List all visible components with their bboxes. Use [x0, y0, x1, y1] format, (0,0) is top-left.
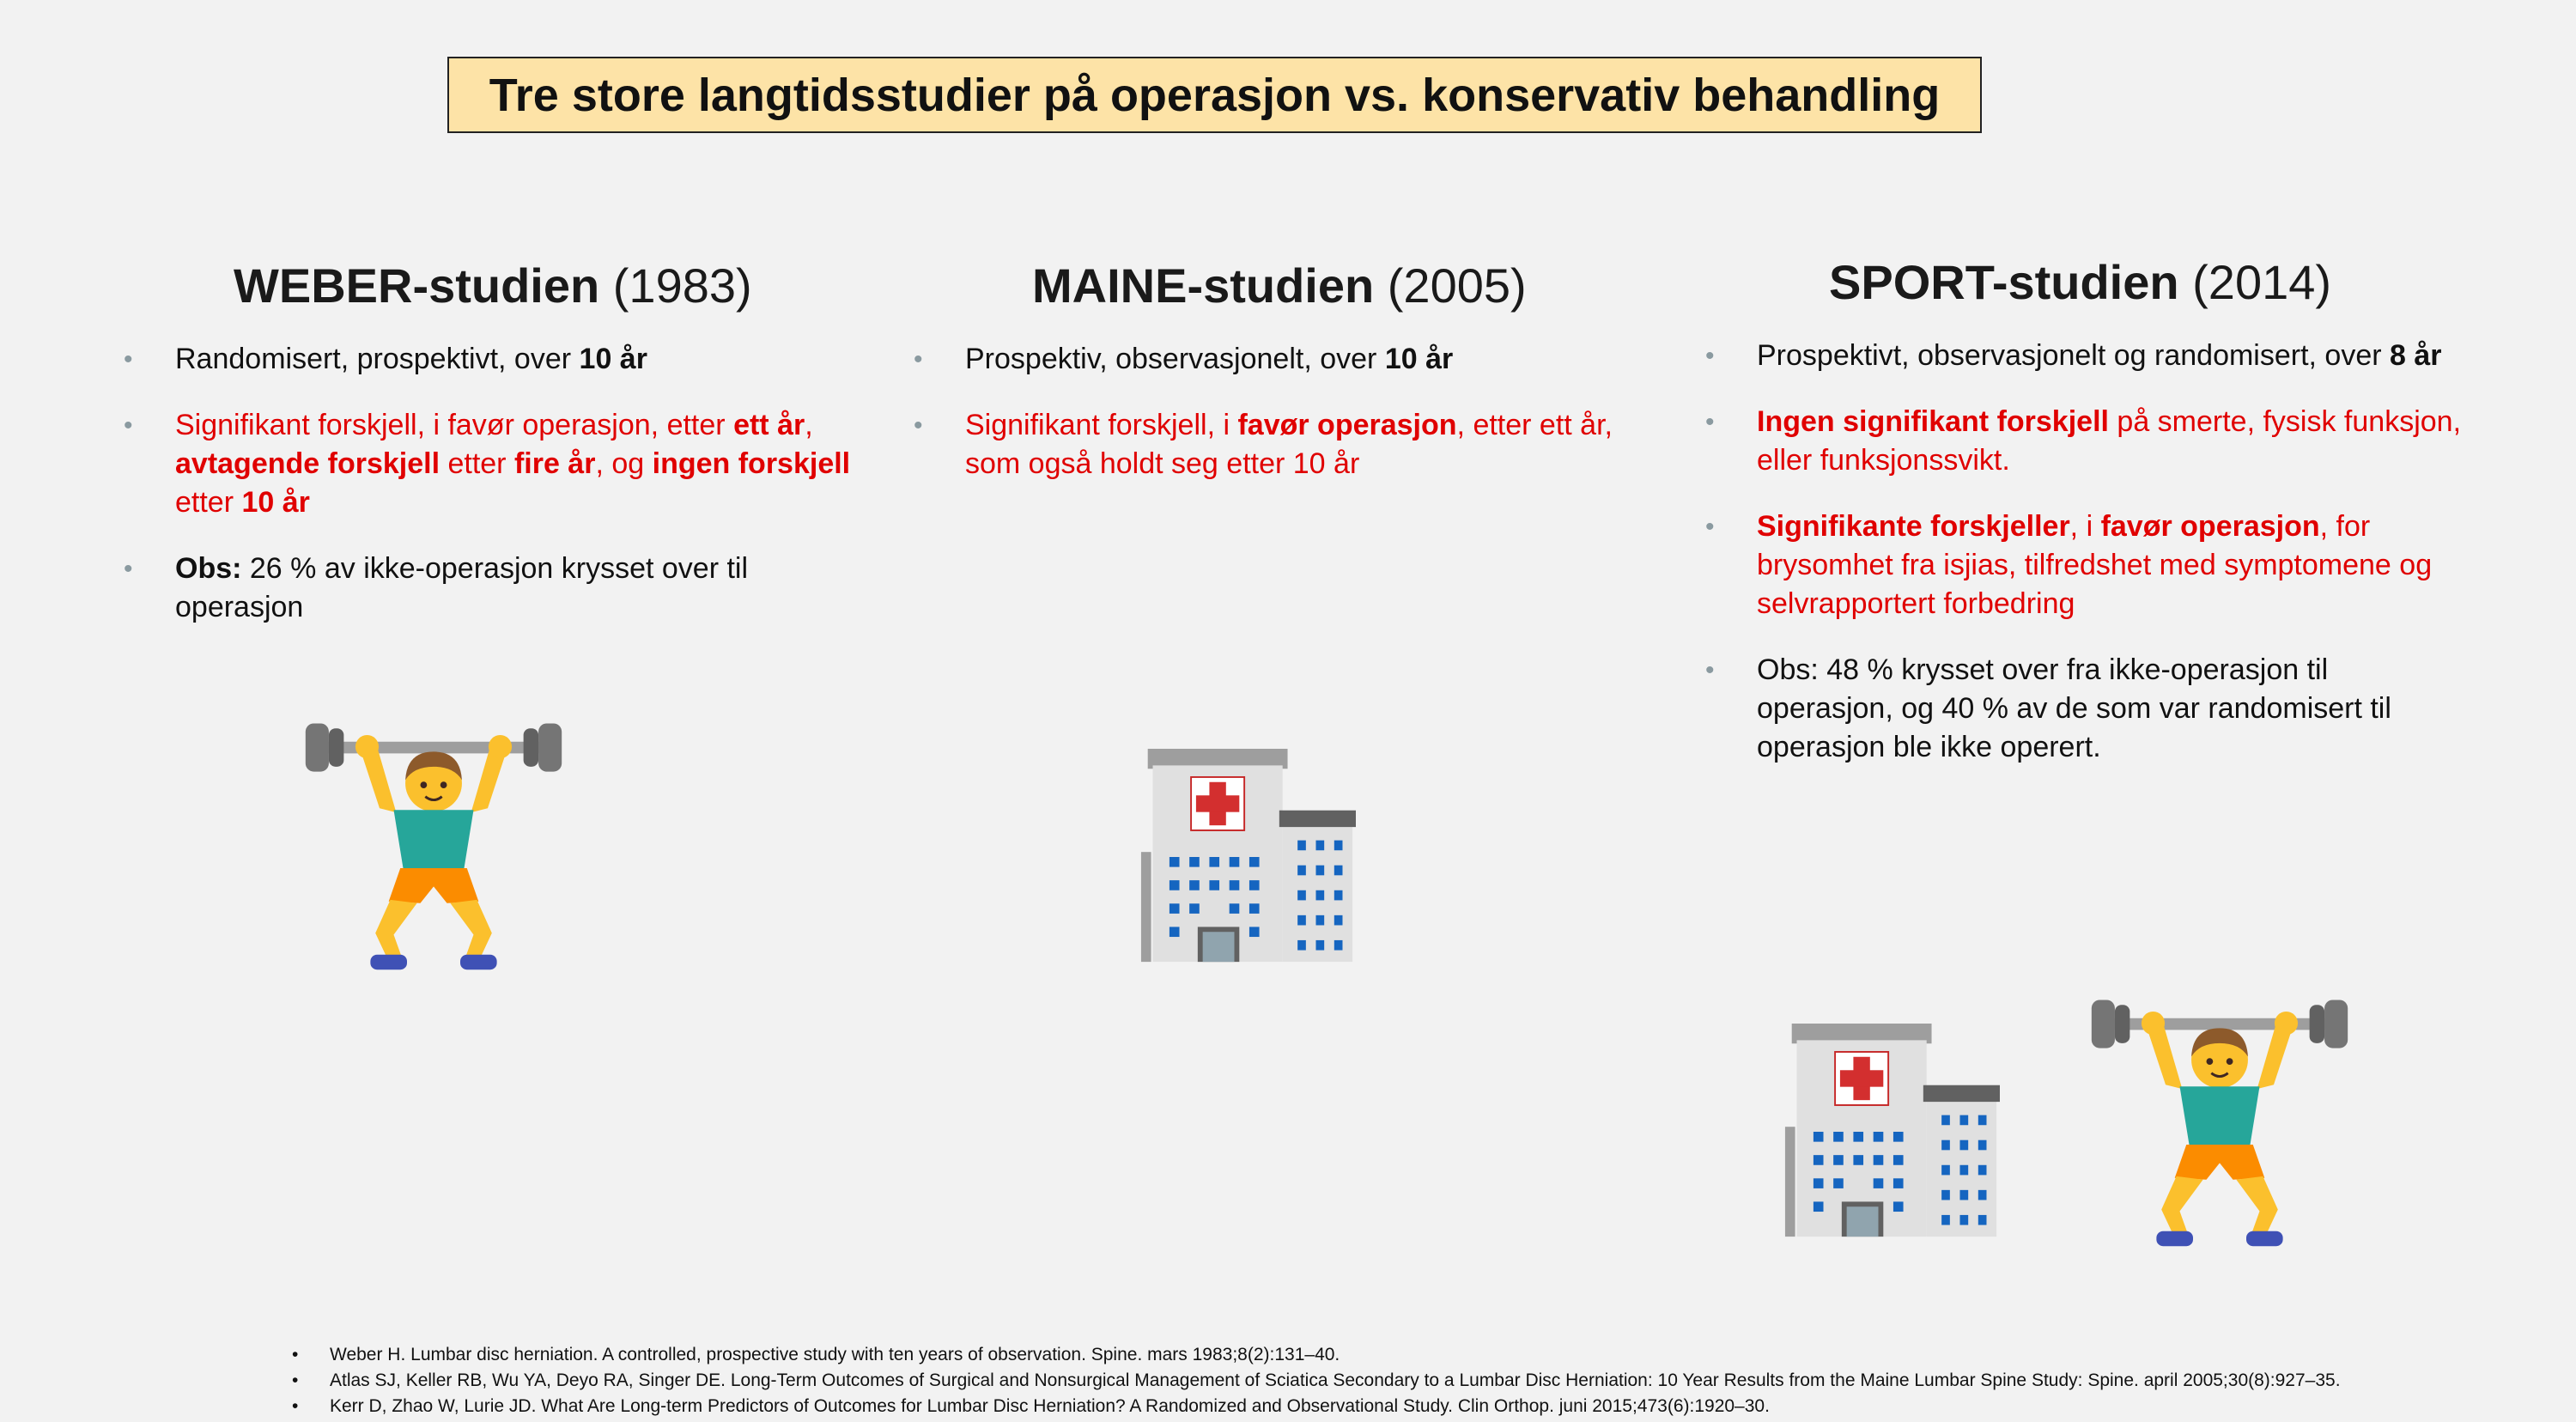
weber-point-1: • Randomisert, prospektivt, over 10 år [124, 340, 862, 379]
maine-year: (2005) [1387, 258, 1527, 313]
weber-point-3: • Obs: 26 % av ikke-operasjon krysset over til operasjon [124, 550, 862, 627]
hospital-icon [1783, 1024, 2001, 1240]
hospital-icon [1139, 749, 1357, 965]
sport-year: (2014) [2192, 255, 2332, 309]
slide-title: Tre store langtidsstudier på operasjon vs. konservativ behandling [447, 57, 1982, 133]
maine-point-2: • Signifikant forskjell, i favør operasjon, etter ett år, som også holdt seg etter 10 år [914, 406, 1652, 483]
reference-item: • Weber H. Lumbar disc herniation. A controlled, prospective study with ten years of observation. Spine. mars 1983;8(2):131–40. [290, 1342, 2341, 1368]
weber-name: WEBER-studien [234, 258, 600, 313]
weber-point-2: • Signifikant forskjell, i favør operasjon, etter ett år, avtagende forskjell etter fire år, og ingen forskjell etter 10 år [124, 406, 862, 522]
maine-heading [1032, 258, 1527, 313]
weightlifter-icon [301, 706, 567, 977]
sport-point-4: • Obs: 48 % krysset over fra ikke-operasjon til operasjon, og 40 % av de som var randomisert til operasjon ble ikke operert. [1705, 651, 2461, 767]
weber-year: (1983) [612, 258, 752, 313]
sport-point-3: • Signifikante forskjeller, i favør operasjon, for brysomhet fra isjias, tilfredshet med symptomene og selvrapportert forbedring [1705, 507, 2461, 623]
sport-point-2: • Ingen signifikant forskjell på smerte, fysisk funksjon, eller funksjonssvikt. [1705, 403, 2461, 480]
sport-point-1: • Prospektivt, observasjonelt og randomisert, over 8 år [1705, 337, 2461, 375]
references [290, 1342, 2341, 1419]
weber-heading [234, 258, 752, 313]
reference-item: • Atlas SJ, Keller RB, Wu YA, Deyo RA, Singer DE. Long-Term Outcomes of Surgical and Nonsurgical Management of Sciatica Secondary to a Lumbar Disc Herniation: 10 Year Results from the Maine Lumbar Spine Study: Spine. april 2005;30(8):927–35. [290, 1368, 2341, 1394]
reference-item: • Kerr D, Zhao W, Lurie JD. What Are Long-term Predictors of Outcomes for Lumbar Disc Herniation? A Randomized and Observational Study. Clin Orthop. juni 2015;473(6):1920–30. [290, 1394, 2341, 1419]
sport-name: SPORT-studien [1829, 255, 2179, 309]
maine-point-1: • Prospektiv, observasjonelt, over 10 år [914, 340, 1652, 379]
maine-name: MAINE-studien [1032, 258, 1375, 313]
weber-points [124, 340, 862, 654]
weightlifter-icon [2087, 982, 2353, 1254]
sport-heading [1829, 254, 2331, 310]
sport-points [1705, 337, 2461, 794]
maine-points [914, 340, 1652, 511]
